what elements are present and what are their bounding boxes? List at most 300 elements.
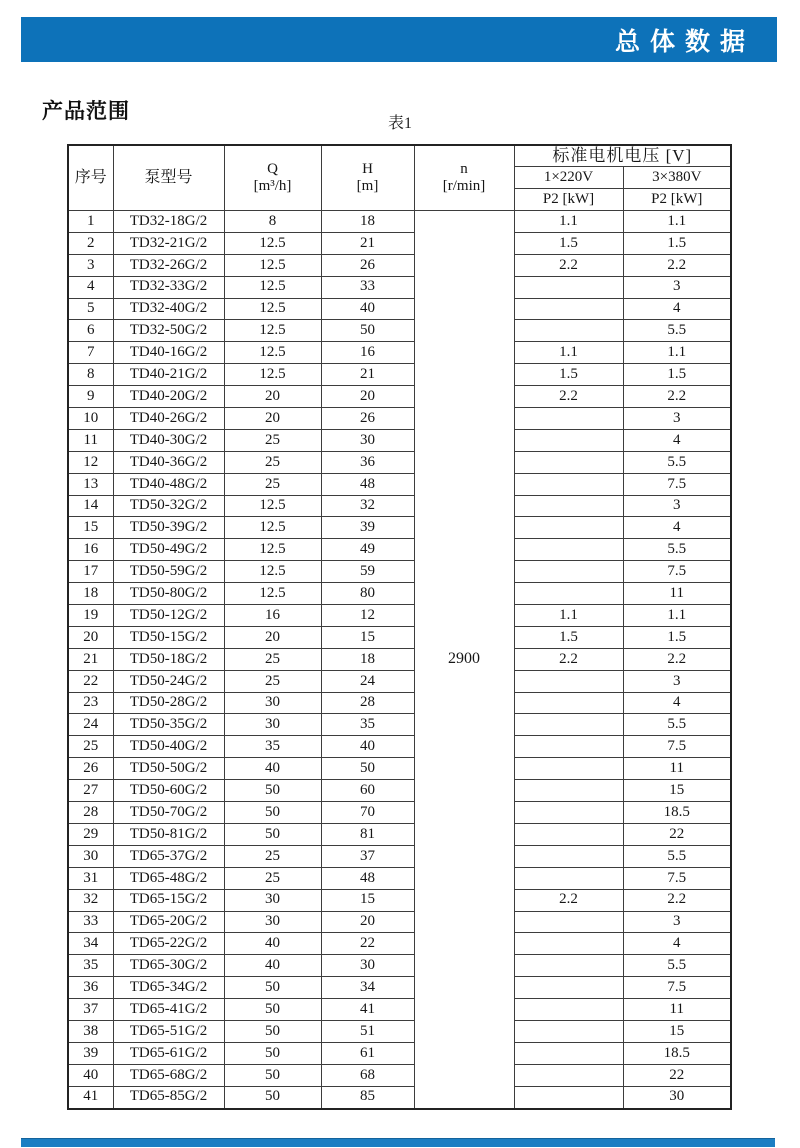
col-head-unit: [m]	[356, 178, 379, 194]
table-row	[68, 1042, 731, 1064]
cell-model: TD65-15G/2	[113, 889, 224, 911]
table-row	[68, 626, 731, 648]
cell-head: 33	[321, 276, 414, 298]
col-voltage-group: 标准电机电压 [V]	[514, 145, 731, 167]
cell-flow: 50	[224, 1086, 321, 1108]
cell-model: TD65-85G/2	[113, 1086, 224, 1108]
header-row-group	[68, 145, 731, 167]
cell-flow: 25	[224, 429, 321, 451]
cell-p220	[514, 845, 623, 867]
cell-head: 15	[321, 889, 414, 911]
cell-p380: 3	[623, 911, 731, 933]
cell-serial: 16	[68, 539, 113, 561]
cell-p220	[514, 298, 623, 320]
cell-head: 40	[321, 298, 414, 320]
cell-model: TD50-81G/2	[113, 823, 224, 845]
cell-head: 28	[321, 692, 414, 714]
cell-head: 20	[321, 911, 414, 933]
cell-serial: 35	[68, 955, 113, 977]
cell-p220	[514, 867, 623, 889]
table-row	[68, 999, 731, 1021]
cell-model: TD50-18G/2	[113, 648, 224, 670]
cell-serial: 40	[68, 1064, 113, 1086]
cell-serial: 21	[68, 648, 113, 670]
cell-flow: 25	[224, 867, 321, 889]
table-row	[68, 408, 731, 430]
cell-serial: 24	[68, 714, 113, 736]
cell-serial: 30	[68, 845, 113, 867]
cell-p220: 1.1	[514, 211, 623, 233]
cell-head: 50	[321, 758, 414, 780]
cell-head: 22	[321, 933, 414, 955]
cell-flow: 50	[224, 1064, 321, 1086]
cell-p380: 15	[623, 1020, 731, 1042]
cell-p220	[514, 823, 623, 845]
cell-p380: 5.5	[623, 451, 731, 473]
cell-serial: 1	[68, 211, 113, 233]
table-row	[68, 1020, 731, 1042]
cell-model: TD40-30G/2	[113, 429, 224, 451]
table-row	[68, 298, 731, 320]
col-voltage-380: 3×380V	[623, 167, 731, 189]
cell-head: 26	[321, 254, 414, 276]
cell-head: 60	[321, 780, 414, 802]
cell-model: TD32-40G/2	[113, 298, 224, 320]
cell-p220	[514, 451, 623, 473]
cell-serial: 26	[68, 758, 113, 780]
table-row	[68, 670, 731, 692]
table-row	[68, 736, 731, 758]
cell-head: 68	[321, 1064, 414, 1086]
cell-flow: 12.5	[224, 232, 321, 254]
cell-model: TD50-12G/2	[113, 605, 224, 627]
col-p2-220: P2 [kW]	[514, 189, 623, 211]
cell-head: 50	[321, 320, 414, 342]
cell-head: 32	[321, 495, 414, 517]
cell-p220	[514, 977, 623, 999]
cell-flow: 30	[224, 911, 321, 933]
cell-serial: 39	[68, 1042, 113, 1064]
cell-p380: 3	[623, 276, 731, 298]
cell-head: 51	[321, 1020, 414, 1042]
cell-serial: 9	[68, 386, 113, 408]
table-row	[68, 1086, 731, 1108]
cell-p220	[514, 561, 623, 583]
cell-head: 24	[321, 670, 414, 692]
cell-head: 16	[321, 342, 414, 364]
table-row	[68, 364, 731, 386]
cell-model: TD40-21G/2	[113, 364, 224, 386]
cell-model: TD32-26G/2	[113, 254, 224, 276]
cell-flow: 12.5	[224, 342, 321, 364]
cell-p220: 1.5	[514, 364, 623, 386]
cell-p220	[514, 999, 623, 1021]
cell-model: TD50-32G/2	[113, 495, 224, 517]
cell-p380: 22	[623, 1064, 731, 1086]
cell-p380: 5.5	[623, 714, 731, 736]
cell-p220	[514, 955, 623, 977]
cell-model: TD65-22G/2	[113, 933, 224, 955]
cell-p380: 11	[623, 583, 731, 605]
cell-serial: 23	[68, 692, 113, 714]
cell-serial: 41	[68, 1086, 113, 1108]
header-banner	[21, 17, 777, 62]
cell-p220	[514, 1042, 623, 1064]
cell-serial: 14	[68, 495, 113, 517]
cell-serial: 10	[68, 408, 113, 430]
table-row	[68, 539, 731, 561]
bottom-rule	[21, 1138, 775, 1147]
cell-flow: 25	[224, 451, 321, 473]
cell-p220	[514, 758, 623, 780]
cell-p380: 1.1	[623, 211, 731, 233]
cell-flow: 20	[224, 408, 321, 430]
cell-flow: 20	[224, 386, 321, 408]
cell-p220	[514, 1064, 623, 1086]
cell-head: 41	[321, 999, 414, 1021]
cell-p220	[514, 670, 623, 692]
cell-p380: 7.5	[623, 977, 731, 999]
table-row	[68, 517, 731, 539]
cell-flow: 12.5	[224, 561, 321, 583]
product-table	[67, 144, 732, 1110]
table-row	[68, 714, 731, 736]
cell-serial: 7	[68, 342, 113, 364]
cell-p220	[514, 802, 623, 824]
cell-flow: 40	[224, 933, 321, 955]
cell-p220	[514, 320, 623, 342]
cell-flow: 12.5	[224, 298, 321, 320]
cell-head: 30	[321, 429, 414, 451]
cell-p380: 2.2	[623, 889, 731, 911]
cell-serial: 12	[68, 451, 113, 473]
cell-flow: 50	[224, 802, 321, 824]
cell-serial: 8	[68, 364, 113, 386]
cell-p220	[514, 714, 623, 736]
cell-flow: 12.5	[224, 495, 321, 517]
cell-serial: 6	[68, 320, 113, 342]
cell-model: TD50-59G/2	[113, 561, 224, 583]
cell-p220: 1.5	[514, 232, 623, 254]
cell-model: TD65-68G/2	[113, 1064, 224, 1086]
cell-speed: 2900	[414, 211, 514, 1109]
cell-p220	[514, 1086, 623, 1108]
cell-flow: 20	[224, 626, 321, 648]
col-head	[321, 145, 414, 211]
col-serial: 序号	[68, 145, 113, 211]
cell-head: 81	[321, 823, 414, 845]
table-row	[68, 977, 731, 999]
cell-p380: 1.5	[623, 364, 731, 386]
cell-serial: 18	[68, 583, 113, 605]
cell-p220	[514, 736, 623, 758]
cell-head: 35	[321, 714, 414, 736]
cell-flow: 35	[224, 736, 321, 758]
cell-head: 49	[321, 539, 414, 561]
cell-flow: 40	[224, 758, 321, 780]
cell-p380: 4	[623, 298, 731, 320]
table-row	[68, 933, 731, 955]
cell-model: TD32-50G/2	[113, 320, 224, 342]
cell-p220	[514, 473, 623, 495]
cell-p220: 2.2	[514, 254, 623, 276]
table-row	[68, 320, 731, 342]
cell-model: TD50-24G/2	[113, 670, 224, 692]
table-header	[68, 145, 731, 211]
cell-p220: 1.1	[514, 342, 623, 364]
table-row	[68, 583, 731, 605]
table-row	[68, 867, 731, 889]
cell-serial: 17	[68, 561, 113, 583]
cell-head: 21	[321, 364, 414, 386]
cell-p220	[514, 1020, 623, 1042]
cell-model: TD40-16G/2	[113, 342, 224, 364]
cell-model: TD65-51G/2	[113, 1020, 224, 1042]
banner-title: 总体数据	[614, 26, 755, 56]
cell-flow: 25	[224, 670, 321, 692]
cell-p380: 3	[623, 495, 731, 517]
cell-serial: 38	[68, 1020, 113, 1042]
cell-head: 48	[321, 867, 414, 889]
table-row	[68, 648, 731, 670]
section-title: 产品范围	[42, 99, 130, 123]
cell-flow: 16	[224, 605, 321, 627]
cell-p380: 4	[623, 429, 731, 451]
cell-p380: 15	[623, 780, 731, 802]
table-row	[68, 386, 731, 408]
cell-flow: 30	[224, 889, 321, 911]
table-row	[68, 758, 731, 780]
col-flow	[224, 145, 321, 211]
cell-model: TD65-30G/2	[113, 955, 224, 977]
cell-model: TD50-50G/2	[113, 758, 224, 780]
cell-p220	[514, 276, 623, 298]
cell-model: TD50-70G/2	[113, 802, 224, 824]
cell-head: 48	[321, 473, 414, 495]
table-row	[68, 605, 731, 627]
cell-model: TD32-18G/2	[113, 211, 224, 233]
cell-p380: 1.5	[623, 626, 731, 648]
cell-p220	[514, 692, 623, 714]
table-row	[68, 276, 731, 298]
cell-model: TD40-26G/2	[113, 408, 224, 430]
cell-flow: 12.5	[224, 254, 321, 276]
cell-flow: 50	[224, 999, 321, 1021]
cell-p380: 7.5	[623, 561, 731, 583]
cell-serial: 15	[68, 517, 113, 539]
cell-serial: 2	[68, 232, 113, 254]
cell-p220	[514, 429, 623, 451]
cell-model: TD50-40G/2	[113, 736, 224, 758]
table-row	[68, 342, 731, 364]
table-row	[68, 254, 731, 276]
table-row	[68, 211, 731, 233]
cell-p380: 3	[623, 670, 731, 692]
cell-model: TD40-20G/2	[113, 386, 224, 408]
cell-model: TD32-33G/2	[113, 276, 224, 298]
table-row	[68, 845, 731, 867]
cell-p380: 2.2	[623, 254, 731, 276]
cell-model: TD50-49G/2	[113, 539, 224, 561]
cell-serial: 13	[68, 473, 113, 495]
cell-p220	[514, 539, 623, 561]
cell-model: TD65-41G/2	[113, 999, 224, 1021]
cell-serial: 32	[68, 889, 113, 911]
col-flow-unit: [m³/h]	[253, 178, 292, 194]
col-p2-380: P2 [kW]	[623, 189, 731, 211]
cell-head: 40	[321, 736, 414, 758]
cell-flow: 50	[224, 1020, 321, 1042]
cell-head: 15	[321, 626, 414, 648]
cell-serial: 11	[68, 429, 113, 451]
cell-model: TD50-28G/2	[113, 692, 224, 714]
col-head-symbol: H	[362, 160, 373, 177]
col-model: 泵型号	[113, 145, 224, 211]
cell-flow: 50	[224, 780, 321, 802]
cell-head: 30	[321, 955, 414, 977]
cell-flow: 12.5	[224, 539, 321, 561]
col-voltage-220: 1×220V	[514, 167, 623, 189]
cell-head: 20	[321, 386, 414, 408]
cell-model: TD40-36G/2	[113, 451, 224, 473]
cell-p220: 2.2	[514, 386, 623, 408]
cell-serial: 5	[68, 298, 113, 320]
cell-p220	[514, 933, 623, 955]
cell-p220	[514, 911, 623, 933]
cell-flow: 40	[224, 955, 321, 977]
cell-flow: 12.5	[224, 364, 321, 386]
cell-head: 39	[321, 517, 414, 539]
table-row	[68, 232, 731, 254]
cell-p380: 1.5	[623, 232, 731, 254]
cell-model: TD65-48G/2	[113, 867, 224, 889]
cell-p220: 1.5	[514, 626, 623, 648]
cell-serial: 3	[68, 254, 113, 276]
table-row	[68, 473, 731, 495]
cell-serial: 4	[68, 276, 113, 298]
table-row	[68, 889, 731, 911]
cell-flow: 12.5	[224, 276, 321, 298]
cell-p380: 2.2	[623, 386, 731, 408]
table-row	[68, 780, 731, 802]
cell-flow: 12.5	[224, 320, 321, 342]
col-flow-symbol: Q	[267, 160, 278, 177]
table-row	[68, 911, 731, 933]
cell-head: 34	[321, 977, 414, 999]
cell-p380: 3	[623, 408, 731, 430]
cell-head: 80	[321, 583, 414, 605]
cell-flow: 50	[224, 1042, 321, 1064]
cell-serial: 25	[68, 736, 113, 758]
cell-model: TD50-39G/2	[113, 517, 224, 539]
cell-head: 70	[321, 802, 414, 824]
cell-head: 12	[321, 605, 414, 627]
cell-head: 59	[321, 561, 414, 583]
cell-p220	[514, 495, 623, 517]
cell-serial: 29	[68, 823, 113, 845]
col-speed-unit: [r/min]	[442, 178, 486, 194]
cell-head: 85	[321, 1086, 414, 1108]
col-speed	[414, 145, 514, 211]
cell-model: TD50-60G/2	[113, 780, 224, 802]
table-row	[68, 561, 731, 583]
cell-p380: 7.5	[623, 736, 731, 758]
cell-serial: 37	[68, 999, 113, 1021]
table-row	[68, 1064, 731, 1086]
cell-flow: 25	[224, 648, 321, 670]
cell-serial: 22	[68, 670, 113, 692]
cell-serial: 28	[68, 802, 113, 824]
cell-p380: 1.1	[623, 342, 731, 364]
cell-serial: 19	[68, 605, 113, 627]
cell-p380: 18.5	[623, 1042, 731, 1064]
cell-model: TD65-61G/2	[113, 1042, 224, 1064]
cell-p380: 22	[623, 823, 731, 845]
cell-p220	[514, 517, 623, 539]
cell-p380: 5.5	[623, 320, 731, 342]
cell-serial: 31	[68, 867, 113, 889]
cell-serial: 33	[68, 911, 113, 933]
cell-serial: 20	[68, 626, 113, 648]
cell-serial: 27	[68, 780, 113, 802]
cell-flow: 12.5	[224, 517, 321, 539]
col-speed-symbol: n	[460, 160, 468, 177]
cell-head: 21	[321, 232, 414, 254]
table-caption: 表1	[387, 115, 412, 132]
cell-head: 61	[321, 1042, 414, 1064]
cell-model: TD40-48G/2	[113, 473, 224, 495]
cell-flow: 30	[224, 692, 321, 714]
cell-p220	[514, 408, 623, 430]
cell-p220: 1.1	[514, 605, 623, 627]
cell-p380: 4	[623, 517, 731, 539]
cell-head: 26	[321, 408, 414, 430]
table-row	[68, 802, 731, 824]
cell-head: 18	[321, 211, 414, 233]
table-row	[68, 429, 731, 451]
cell-p380: 11	[623, 999, 731, 1021]
cell-model: TD65-34G/2	[113, 977, 224, 999]
cell-flow: 12.5	[224, 583, 321, 605]
table-row	[68, 451, 731, 473]
cell-head: 18	[321, 648, 414, 670]
cell-model: TD50-15G/2	[113, 626, 224, 648]
table-row	[68, 692, 731, 714]
cell-model: TD50-35G/2	[113, 714, 224, 736]
cell-serial: 34	[68, 933, 113, 955]
cell-p380: 7.5	[623, 473, 731, 495]
table-body	[68, 211, 731, 1109]
table-row	[68, 823, 731, 845]
cell-p380: 1.1	[623, 605, 731, 627]
cell-flow: 25	[224, 473, 321, 495]
cell-p220: 2.2	[514, 889, 623, 911]
cell-flow: 25	[224, 845, 321, 867]
cell-model: TD32-21G/2	[113, 232, 224, 254]
table-row	[68, 495, 731, 517]
table-row	[68, 955, 731, 977]
cell-model: TD65-20G/2	[113, 911, 224, 933]
cell-flow: 30	[224, 714, 321, 736]
cell-p380: 7.5	[623, 867, 731, 889]
cell-flow: 50	[224, 977, 321, 999]
cell-p220	[514, 583, 623, 605]
cell-model: TD65-37G/2	[113, 845, 224, 867]
cell-p380: 2.2	[623, 648, 731, 670]
cell-p380: 5.5	[623, 955, 731, 977]
cell-head: 36	[321, 451, 414, 473]
cell-flow: 50	[224, 823, 321, 845]
